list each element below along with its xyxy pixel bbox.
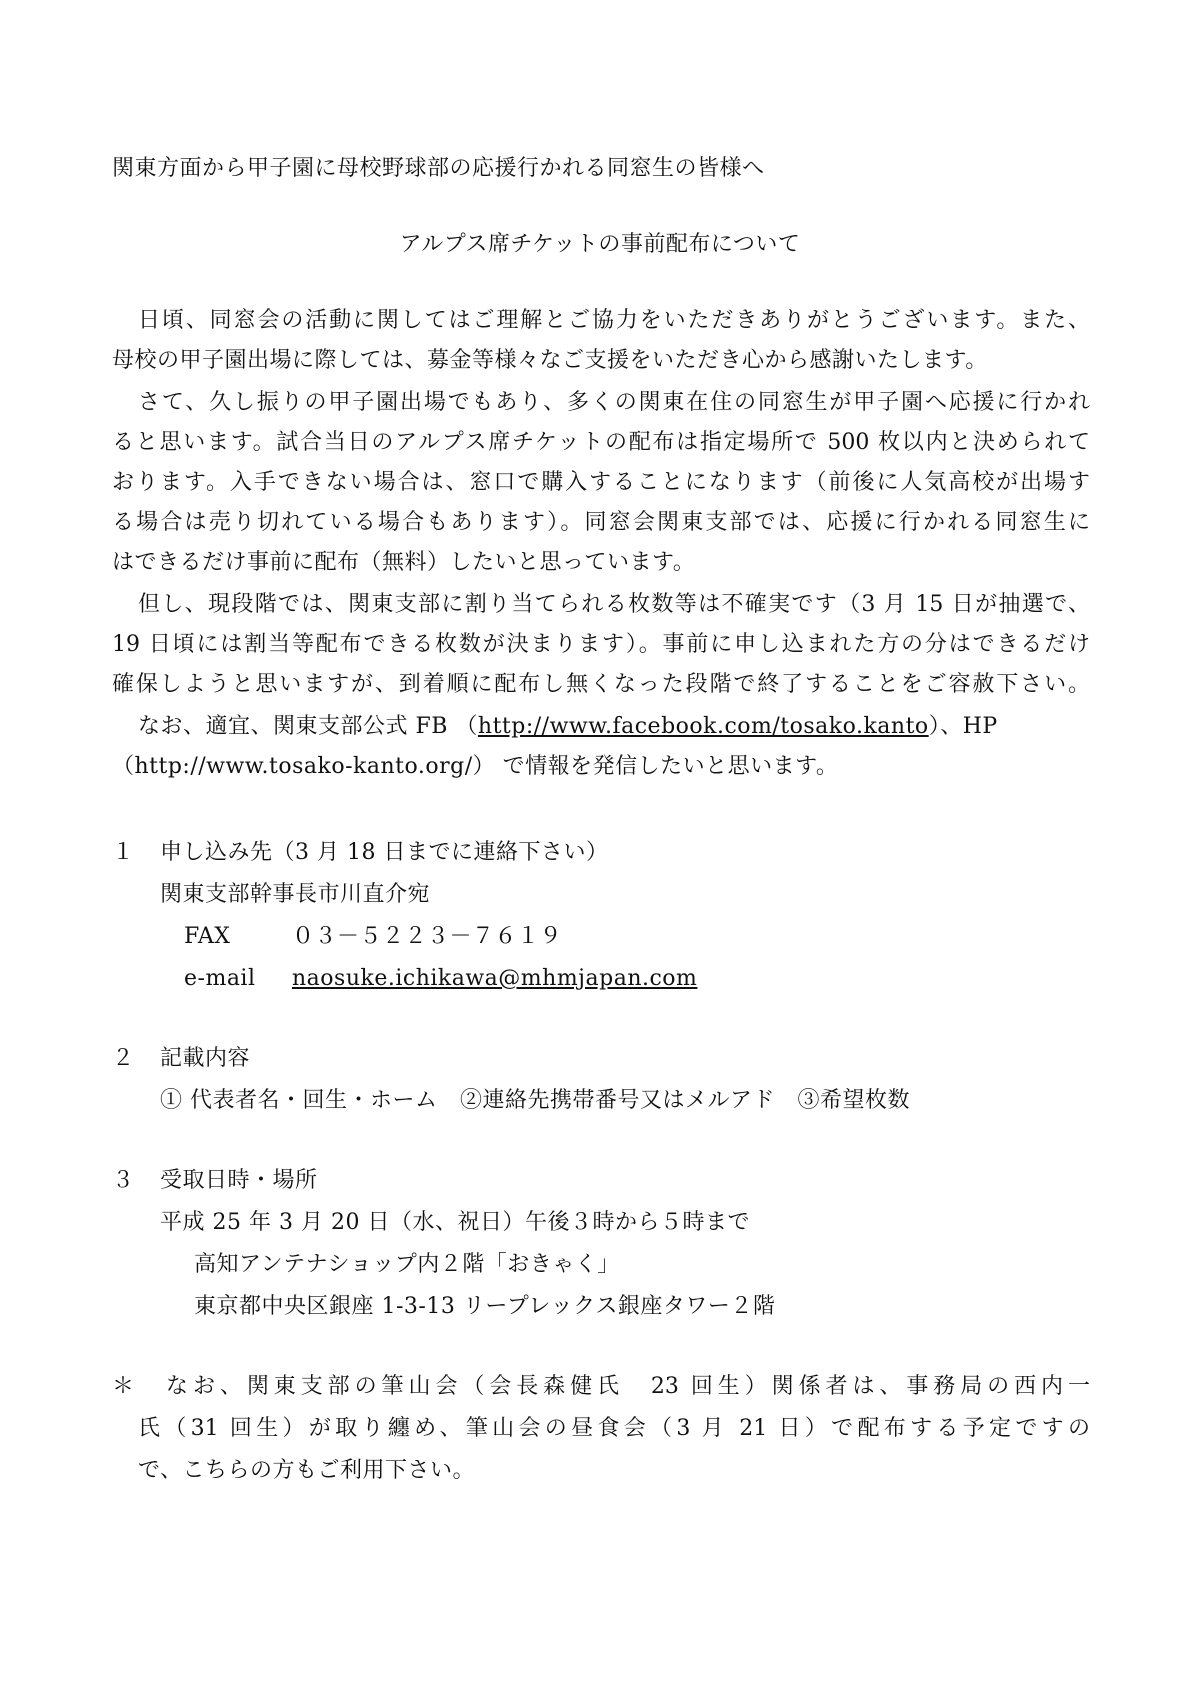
body-p2-line2: ると思います。試合当日のアルプス席チケットの配布は指定場所で 500 枚以内と決められて (112, 430, 1090, 455)
email-label: e-mail (184, 966, 256, 991)
note-mark: ＊ (112, 1374, 135, 1399)
email-link[interactable]: naosuke.ichikawa@mhmjapan.com (292, 966, 698, 991)
body-p2-line1: さて、久し振りの甲子園出場でもあり、多くの関東在住の同窓生が甲子園へ応援に行かれ (138, 390, 1090, 415)
body-p2-line5: はできるだけ事前に配布（無料）したいと思っています。 (112, 550, 696, 575)
section3-heading: 受取日時・場所 (160, 1168, 318, 1193)
section1-contact: 関東支部幹事長市川直介宛 (160, 882, 431, 907)
document-title: アルプス席チケットの事前配布について (399, 232, 801, 257)
note-line1: なお、関東支部の筆山会（会長森健氏 23 回生）関係者は、事務局の西内一 (166, 1374, 1090, 1399)
body-p3-line3: 確保しようと思いますが、到着順に配布し無くなった段階で終了することをご容赦下さい。 (112, 672, 1090, 697)
body-p4-line1 (138, 708, 998, 746)
section2-heading: 記載内容 (160, 1046, 251, 1071)
body-p3-line1: 但し、現段階では、関東支部に割り当てられる枚数等は不確実です（3 月 15 日が抽選で、 (138, 592, 1090, 617)
fax-label: FAX (184, 924, 231, 949)
fax-value: ０３－５２２３－７６１９ (292, 924, 563, 949)
body-p2-line3: おります。入手できない場合は、窓口で購入することになります（前後に人気高校が出場す (112, 470, 1090, 495)
section2-number: ２ (112, 1046, 135, 1071)
section2-items: ① 代表者名・回生・ホーム ②連絡先携帯番号又はメルアド ③希望枚数 (160, 1088, 910, 1113)
section3-number: ３ (112, 1168, 135, 1193)
section3-place2: 東京都中央区銀座 1-3-13 リープレックス銀座タワー２階 (194, 1294, 776, 1319)
note-line3: で、こちらの方もご利用下さい。 (138, 1458, 476, 1483)
facebook-link[interactable]: http://www.facebook.com/tosako.kanto (477, 714, 929, 739)
body-p3-line2: 19 日頃には割当等配布できる枚数が決まります）。事前に申し込まれた方の分はできるだけ (112, 632, 1090, 657)
body-p1-line2: 母校の甲子園出場に際しては、募金等様々なご支援をいただき心から感謝いたします。 (112, 348, 988, 373)
body-p1-line1: 日頃、同窓会の活動に関してはご理解とご協力をいただきありがとうございます。また、 (138, 308, 1090, 333)
note-line2: 氏（31 回生）が取り纏め、筆山会の昼食会（3 月 21 日）で配布する予定ですの (138, 1416, 1090, 1441)
body-p4-text-b: ）、HP (928, 714, 998, 739)
addressee-line: 関東方面から甲子園に母校野球部の応援行かれる同窓生の皆様へ (112, 156, 765, 181)
body-p4-line2: （http://www.tosako-kanto.org/） で情報を発信したいと思います。 (112, 754, 839, 779)
body-p2-line4: る場合は売り切れている場合もあります）。同窓会関東支部では、応援に行かれる同窓生に (112, 510, 1090, 535)
section1-number: １ (112, 840, 135, 865)
section1-heading: 申し込み先（3 月 18 日までに連絡下さい） (160, 840, 609, 865)
section3-datetime: 平成 25 年 3 月 20 日（水、祝日）午後３時から５時まで (160, 1210, 750, 1235)
body-p4-text-a: なお、適宜、関東支部公式 FB （ (138, 714, 478, 739)
section3-place1: 高知アンテナショップ内２階「おきゃく」 (194, 1252, 620, 1277)
